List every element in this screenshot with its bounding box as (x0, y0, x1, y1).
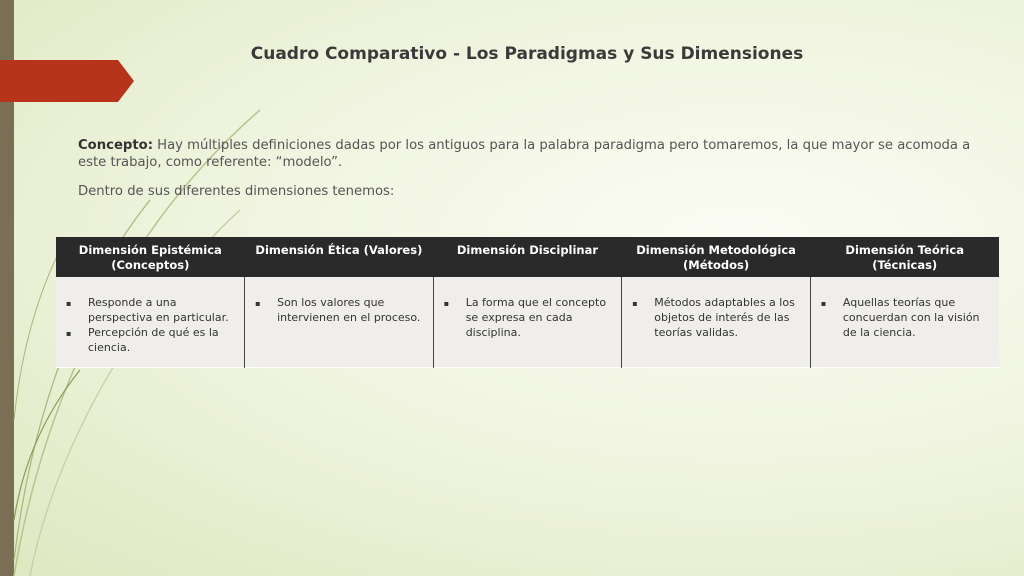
bullet-icon: ▪ (443, 299, 450, 308)
header-etica: Dimensión Ética (Valores) (245, 237, 434, 277)
list-item (66, 325, 238, 355)
header-disciplinar: Dimensión Disciplinar (433, 237, 622, 277)
table-header-row (56, 237, 999, 277)
list-item-text: Son los valores que intervienen en el proceso. (277, 296, 421, 324)
list-item-text: La forma que el concepto se expresa en cada disciplina. (465, 296, 607, 339)
list-item-text: Métodos adaptables a los objetos de interés de las teorías validas. (654, 296, 795, 339)
header-epistemica: Dimensión Epistémica (Conceptos) (56, 237, 245, 277)
bullet-icon: ▪ (66, 299, 72, 308)
list-item-text: Percepción de qué es la ciencia. (88, 326, 219, 354)
bullet-icon: ▪ (255, 299, 261, 308)
red-arrow-shape (0, 60, 140, 104)
concept-paragraph (78, 137, 978, 171)
cell-disciplinar (433, 277, 622, 368)
cell-etica (245, 277, 434, 368)
header-metodologica: Dimensión Metodológica (Métodos) (622, 237, 811, 277)
list-item (821, 295, 993, 340)
list-item (632, 295, 804, 340)
list-item-text: Responde a una perspectiva en particular. (88, 296, 229, 324)
comparison-table (56, 237, 999, 368)
cell-epistemica (56, 277, 245, 368)
header-teorica: Dimensión Teórica (Técnicas) (810, 237, 999, 277)
list-item (444, 295, 616, 340)
list-item (66, 295, 238, 325)
list-item-text: Aquellas teorías que concuerdan con la visión de la ciencia. (842, 296, 980, 339)
concept-label: Concepto: (78, 138, 153, 153)
within-paragraph: Dentro de sus diferentes dimensiones tenemos: (78, 184, 395, 199)
bullet-icon: ▪ (820, 299, 827, 308)
cell-teorica (810, 277, 999, 368)
concept-text: Hay múltiples definiciones dadas por los antiguos para la palabra paradigma pero tomaremos, la que mayor se acomoda a este trabajo, como referente: “modelo”. (78, 138, 971, 170)
cell-metodologica (622, 277, 811, 368)
table-row (56, 277, 999, 368)
bullet-icon: ▪ (632, 299, 638, 308)
bullet-icon: ▪ (66, 329, 72, 338)
list-item (255, 295, 427, 325)
page-title: Cuadro Comparativo - Los Paradigmas y Sus Dimensiones (250, 44, 804, 64)
